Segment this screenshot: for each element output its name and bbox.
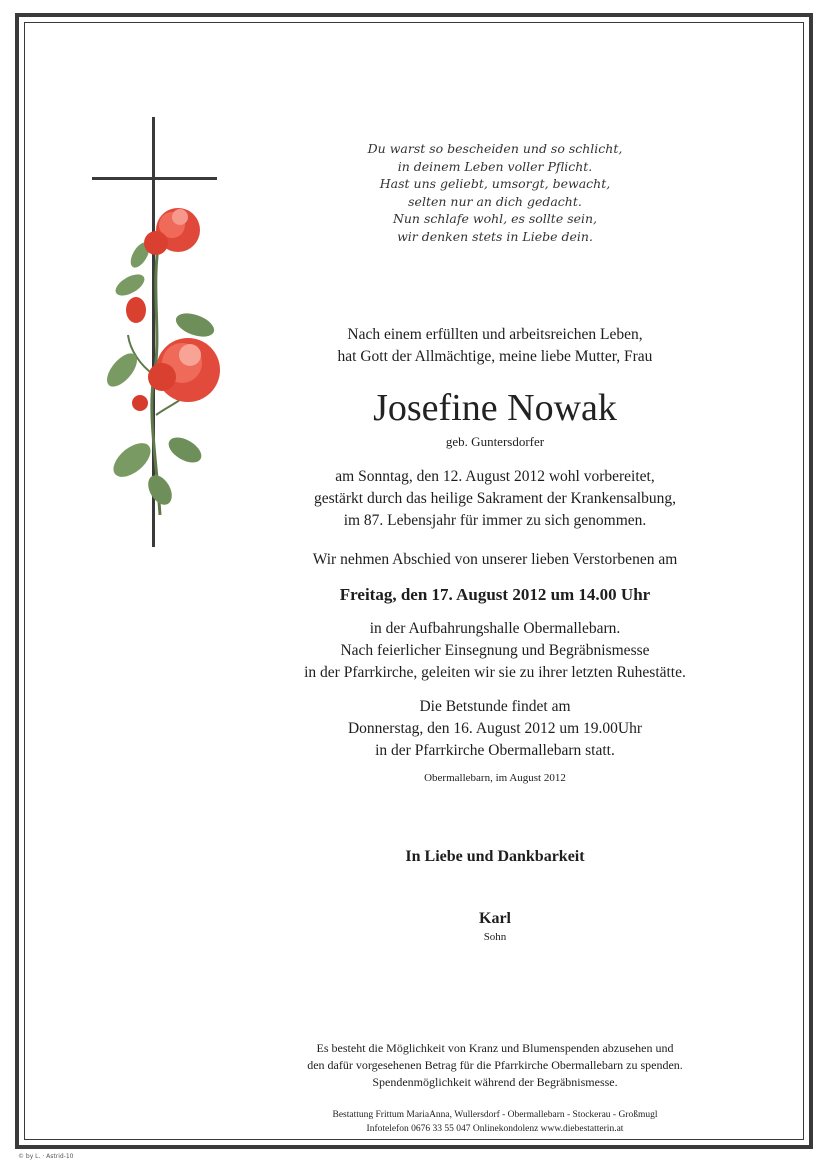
poem-line: Nun schlafe wohl, es sollte sein,: [392, 211, 598, 226]
prayer-hour: [250, 696, 740, 762]
intro-line: Nach einem erfüllten und arbeitsreichen Leben,: [347, 326, 643, 343]
donation-note: [250, 1040, 740, 1091]
maiden-name: geb. Guntersdorfer: [445, 434, 545, 449]
poem: [250, 140, 740, 245]
death-line: am Sonntag, den 12. August 2012 wohl vorbereitet,: [335, 468, 655, 485]
place-date: Obermallebarn, im August 2012: [424, 772, 566, 784]
ceremony-line: in der Aufbahrungshalle Obermallebarn.: [369, 620, 621, 637]
copyright-note: © by L. · Astrid-10: [18, 1153, 74, 1160]
cross-with-roses-icon: [90, 115, 240, 555]
undertaker-line: Infotelefon 0676 33 55 047 Onlinekondolenz www.diebestatterin.at: [366, 1123, 624, 1134]
death-line: im 87. Lebensjahr für immer zu sich genommen.: [343, 512, 647, 529]
donation-line: Spendenmöglichkeit während der Begräbnismesse.: [372, 1075, 618, 1089]
farewell-text: Wir nehmen Abschied von unserer lieben Verstorbenen am: [312, 551, 678, 568]
prayer-line: Die Betstunde findet am: [419, 698, 571, 715]
prayer-line: in der Pfarrkirche Obermallebarn statt.: [375, 742, 615, 759]
ceremony-line: Nach feierlicher Einsegnung und Begräbnismesse: [340, 642, 650, 659]
poem-line: Hast uns geliebt, umsorgt, bewacht,: [379, 176, 611, 191]
prayer-line: Donnerstag, den 16. August 2012 um 19.00Uhr: [347, 720, 643, 737]
deceased-name: Josefine Nowak: [373, 387, 617, 429]
death-line: gestärkt durch das heilige Sakrament der Krankensalbung,: [314, 490, 676, 507]
mourner-relation: Sohn: [483, 931, 507, 943]
poem-line: in deinem Leben voller Pflicht.: [397, 158, 593, 174]
mourner-name: Karl: [479, 910, 511, 927]
death-notice: [250, 466, 740, 532]
ceremony-details: [250, 618, 740, 684]
closing-phrase: In Liebe und Dankbarkeit: [405, 848, 585, 865]
ceremony-line: in der Pfarrkirche, geleiten wir sie zu ihrer letzten Ruhestätte.: [304, 664, 686, 681]
poem-line: wir denken stets in Liebe dein.: [397, 228, 593, 244]
poem-line: selten nur an dich gedacht.: [408, 193, 582, 209]
undertaker-info: [250, 1109, 740, 1136]
donation-line: den dafür vorgesehenen Betrag für die Pfarrkirche Obermallebarn zu spenden.: [307, 1058, 683, 1072]
poem-line: Du warst so bescheiden und so schlicht,: [367, 141, 623, 156]
funeral-date: Freitag, den 17. August 2012 um 14.00 Uhr: [339, 585, 651, 604]
intro-line: hat Gott der Allmächtige, meine liebe Mutter, Frau: [337, 348, 653, 365]
intro-text: [250, 324, 740, 368]
donation-line: Es besteht die Möglichkeit von Kranz und Blumenspenden abzusehen und: [316, 1041, 674, 1055]
undertaker-line: Bestattung Frittum MariaAnna, Wullersdorf - Obermallebarn - Stockerau - Großmugl: [332, 1110, 658, 1120]
